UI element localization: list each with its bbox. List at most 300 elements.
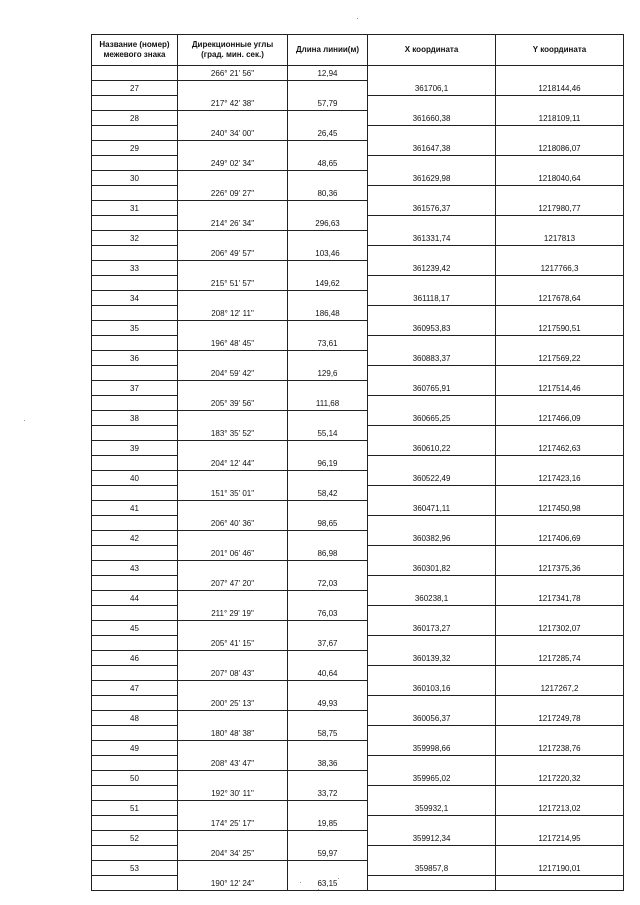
x-coordinate-cell — [368, 306, 496, 321]
line-length-cell: 80,36 — [288, 186, 368, 201]
header-line-length: Длина линии(м) — [288, 35, 368, 66]
direction-angle-cell — [178, 261, 288, 276]
y-coordinate-cell: 1217678,64 — [496, 291, 624, 306]
direction-angle-cell: 196° 48' 45" — [178, 336, 288, 351]
y-coordinate-cell — [496, 786, 624, 801]
point-name-cell — [92, 816, 178, 831]
segment-row — [92, 516, 624, 531]
direction-angle-cell — [178, 711, 288, 726]
point-name-cell: 27 — [92, 81, 178, 96]
x-coordinate-cell — [368, 756, 496, 771]
y-coordinate-cell: 1217466,09 — [496, 411, 624, 426]
x-coordinate-cell: 360665,25 — [368, 411, 496, 426]
segment-row — [92, 606, 624, 621]
direction-angle-cell: 204° 34' 25" — [178, 846, 288, 861]
direction-angle-cell: 249° 02' 34" — [178, 156, 288, 171]
x-coordinate-cell: 361118,17 — [368, 291, 496, 306]
point-name-cell: 52 — [92, 831, 178, 846]
x-coordinate-cell — [368, 126, 496, 141]
y-coordinate-cell — [496, 816, 624, 831]
table-row — [92, 321, 624, 336]
line-length-cell — [288, 201, 368, 216]
line-length-cell: 58,42 — [288, 486, 368, 501]
table-row — [92, 681, 624, 696]
line-length-cell — [288, 591, 368, 606]
direction-angle-cell — [178, 171, 288, 186]
x-coordinate-cell — [368, 546, 496, 561]
y-coordinate-cell: 1217590,51 — [496, 321, 624, 336]
y-coordinate-cell: 1218144,46 — [496, 81, 624, 96]
direction-angle-cell — [178, 291, 288, 306]
direction-angle-cell — [178, 801, 288, 816]
point-name-cell — [92, 96, 178, 111]
table-row — [92, 351, 624, 366]
x-coordinate-cell — [368, 426, 496, 441]
point-name-cell: 32 — [92, 231, 178, 246]
x-coordinate-cell — [368, 576, 496, 591]
segment-row — [92, 246, 624, 261]
line-length-cell: 33,72 — [288, 786, 368, 801]
point-name-cell — [92, 876, 178, 891]
x-coordinate-cell: 359857,8 — [368, 861, 496, 876]
y-coordinate-cell — [496, 426, 624, 441]
direction-angle-cell — [178, 141, 288, 156]
x-coordinate-cell — [368, 516, 496, 531]
table-row — [92, 561, 624, 576]
point-name-cell: 37 — [92, 381, 178, 396]
segment-row — [92, 336, 624, 351]
table-row — [92, 501, 624, 516]
line-length-cell — [288, 261, 368, 276]
line-length-cell: 59,97 — [288, 846, 368, 861]
line-length-cell: 129,6 — [288, 366, 368, 381]
x-coordinate-cell: 360765,91 — [368, 381, 496, 396]
y-coordinate-cell: 1217249,78 — [496, 711, 624, 726]
segment-row — [92, 96, 624, 111]
line-length-cell: 72,03 — [288, 576, 368, 591]
table-row — [92, 531, 624, 546]
direction-angle-cell: 204° 59' 42" — [178, 366, 288, 381]
y-coordinate-cell: 1218109,11 — [496, 111, 624, 126]
x-coordinate-cell: 361331,74 — [368, 231, 496, 246]
point-name-cell — [92, 726, 178, 741]
x-coordinate-cell: 361660,38 — [368, 111, 496, 126]
point-name-cell: 29 — [92, 141, 178, 156]
direction-angle-cell — [178, 321, 288, 336]
y-coordinate-cell: 1217302,07 — [496, 621, 624, 636]
segment-row — [92, 666, 624, 681]
line-length-cell: 149,62 — [288, 276, 368, 291]
y-coordinate-cell — [496, 486, 624, 501]
line-length-cell — [288, 441, 368, 456]
y-coordinate-cell — [496, 516, 624, 531]
direction-angle-cell: 206° 49' 57" — [178, 246, 288, 261]
y-coordinate-cell — [496, 666, 624, 681]
direction-angle-cell: 200° 25' 13" — [178, 696, 288, 711]
y-coordinate-cell — [496, 636, 624, 651]
line-length-cell — [288, 351, 368, 366]
point-name-cell: 50 — [92, 771, 178, 786]
x-coordinate-cell: 359998,66 — [368, 741, 496, 756]
line-length-cell: 37,67 — [288, 636, 368, 651]
x-coordinate-cell: 360610,22 — [368, 441, 496, 456]
table-row — [92, 231, 624, 246]
point-name-cell: 42 — [92, 531, 178, 546]
x-coordinate-cell: 360522,49 — [368, 471, 496, 486]
segment-row — [92, 696, 624, 711]
point-name-cell: 33 — [92, 261, 178, 276]
x-coordinate-cell — [368, 606, 496, 621]
table-row — [92, 291, 624, 306]
scan-speck — [24, 420, 25, 421]
x-coordinate-cell: 360471,11 — [368, 501, 496, 516]
table-header-row — [92, 35, 624, 66]
point-name-cell — [92, 546, 178, 561]
point-name-cell — [92, 336, 178, 351]
point-name-cell: 47 — [92, 681, 178, 696]
line-length-cell: 38,36 — [288, 756, 368, 771]
direction-angle-cell: 207° 47' 20" — [178, 576, 288, 591]
y-coordinate-cell — [496, 546, 624, 561]
line-length-cell: 98,65 — [288, 516, 368, 531]
point-name-cell — [92, 246, 178, 261]
y-coordinate-cell: 1217423,16 — [496, 471, 624, 486]
x-coordinate-cell — [368, 246, 496, 261]
line-length-cell — [288, 681, 368, 696]
point-name-cell — [92, 306, 178, 321]
segment-row — [92, 756, 624, 771]
scan-speck — [318, 889, 319, 890]
x-coordinate-cell: 359912,34 — [368, 831, 496, 846]
x-coordinate-cell: 360953,83 — [368, 321, 496, 336]
line-length-cell: 26,45 — [288, 126, 368, 141]
line-length-cell — [288, 231, 368, 246]
scan-speck — [300, 882, 301, 883]
x-coordinate-cell — [368, 186, 496, 201]
point-name-cell: 46 — [92, 651, 178, 666]
direction-angle-cell — [178, 651, 288, 666]
point-name-cell: 44 — [92, 591, 178, 606]
table-row — [92, 111, 624, 126]
direction-angle-cell: 204° 12' 44" — [178, 456, 288, 471]
line-length-cell — [288, 81, 368, 96]
x-coordinate-cell — [368, 216, 496, 231]
direction-angle-cell — [178, 231, 288, 246]
segment-row — [92, 306, 624, 321]
point-name-cell — [92, 606, 178, 621]
segment-row — [92, 636, 624, 651]
segment-row — [92, 786, 624, 801]
direction-angle-cell: 208° 43' 47" — [178, 756, 288, 771]
table-row — [92, 771, 624, 786]
line-length-cell: 111,68 — [288, 396, 368, 411]
point-name-cell — [92, 516, 178, 531]
direction-angle-cell — [178, 531, 288, 546]
direction-angle-cell — [178, 441, 288, 456]
segment-row — [92, 126, 624, 141]
y-coordinate-cell — [496, 846, 624, 861]
direction-angle-cell — [178, 411, 288, 426]
x-coordinate-cell: 361239,42 — [368, 261, 496, 276]
x-coordinate-cell — [368, 786, 496, 801]
x-coordinate-cell — [368, 156, 496, 171]
y-coordinate-cell: 1217341,78 — [496, 591, 624, 606]
point-name-cell: 48 — [92, 711, 178, 726]
line-length-cell: 40,64 — [288, 666, 368, 681]
y-coordinate-cell: 1217190,01 — [496, 861, 624, 876]
table-row — [92, 831, 624, 846]
direction-angle-cell — [178, 501, 288, 516]
segment-row — [92, 546, 624, 561]
line-length-cell — [288, 861, 368, 876]
y-coordinate-cell: 1217569,22 — [496, 351, 624, 366]
line-length-cell: 63,15 — [288, 876, 368, 891]
point-name-cell — [92, 696, 178, 711]
y-coordinate-cell — [496, 726, 624, 741]
y-coordinate-cell: 1217406,69 — [496, 531, 624, 546]
point-name-cell — [92, 216, 178, 231]
y-coordinate-cell: 1217462,63 — [496, 441, 624, 456]
segment-row — [92, 366, 624, 381]
table-row — [92, 261, 624, 276]
segment-row — [92, 186, 624, 201]
point-name-cell — [92, 426, 178, 441]
direction-angle-cell: 190° 12' 24" — [178, 876, 288, 891]
x-coordinate-cell — [368, 666, 496, 681]
direction-angle-cell — [178, 681, 288, 696]
segment-row — [92, 486, 624, 501]
table-row — [92, 711, 624, 726]
point-name-cell — [92, 276, 178, 291]
line-length-cell — [288, 651, 368, 666]
y-coordinate-cell — [496, 96, 624, 111]
y-coordinate-cell — [496, 216, 624, 231]
x-coordinate-cell — [368, 876, 496, 891]
y-coordinate-cell: 1217238,76 — [496, 741, 624, 756]
line-length-cell — [288, 321, 368, 336]
line-length-cell: 86,98 — [288, 546, 368, 561]
line-length-cell: 12,94 — [288, 66, 368, 81]
y-coordinate-cell — [496, 456, 624, 471]
x-coordinate-cell — [368, 366, 496, 381]
y-coordinate-cell: 1217766,3 — [496, 261, 624, 276]
y-coordinate-cell — [496, 276, 624, 291]
y-coordinate-cell — [496, 246, 624, 261]
line-length-cell — [288, 381, 368, 396]
direction-angle-cell: 205° 39' 56" — [178, 396, 288, 411]
segment-row — [92, 846, 624, 861]
x-coordinate-cell — [368, 726, 496, 741]
point-name-cell: 43 — [92, 561, 178, 576]
x-coordinate-cell: 360103,16 — [368, 681, 496, 696]
line-length-cell — [288, 411, 368, 426]
direction-angle-cell: 183° 35' 52" — [178, 426, 288, 441]
point-name-cell: 35 — [92, 321, 178, 336]
segment-row — [92, 66, 624, 81]
direction-angle-cell: 217° 42' 38" — [178, 96, 288, 111]
segment-row — [92, 276, 624, 291]
point-name-cell — [92, 666, 178, 681]
segment-row — [92, 426, 624, 441]
line-length-cell — [288, 711, 368, 726]
point-name-cell — [92, 396, 178, 411]
y-coordinate-cell: 1217214,95 — [496, 831, 624, 846]
line-length-cell — [288, 741, 368, 756]
point-name-cell: 40 — [92, 471, 178, 486]
x-coordinate-cell: 360238,1 — [368, 591, 496, 606]
direction-angle-cell — [178, 771, 288, 786]
y-coordinate-cell — [496, 66, 624, 81]
point-name-cell: 49 — [92, 741, 178, 756]
y-coordinate-cell: 1217213,02 — [496, 801, 624, 816]
direction-angle-cell — [178, 591, 288, 606]
point-name-cell — [92, 846, 178, 861]
x-coordinate-cell — [368, 846, 496, 861]
point-name-cell: 36 — [92, 351, 178, 366]
point-name-cell: 38 — [92, 411, 178, 426]
line-length-cell: 48,65 — [288, 156, 368, 171]
y-coordinate-cell: 1218040,64 — [496, 171, 624, 186]
point-name-cell — [92, 366, 178, 381]
line-length-cell — [288, 141, 368, 156]
point-name-cell: 28 — [92, 111, 178, 126]
line-length-cell — [288, 291, 368, 306]
direction-angle-cell — [178, 381, 288, 396]
header-y-coordinate: Y координата — [496, 35, 624, 66]
direction-angle-cell: 240° 34' 00" — [178, 126, 288, 141]
y-coordinate-cell — [496, 876, 624, 891]
y-coordinate-cell — [496, 336, 624, 351]
line-length-cell: 296,63 — [288, 216, 368, 231]
y-coordinate-cell — [496, 366, 624, 381]
table-row — [92, 591, 624, 606]
table-row — [92, 471, 624, 486]
line-length-cell: 96,19 — [288, 456, 368, 471]
direction-angle-cell: 174° 25' 17" — [178, 816, 288, 831]
direction-angle-cell — [178, 831, 288, 846]
x-coordinate-cell — [368, 636, 496, 651]
direction-angle-cell: 214° 26' 34" — [178, 216, 288, 231]
x-coordinate-cell — [368, 696, 496, 711]
line-length-cell: 49,93 — [288, 696, 368, 711]
y-coordinate-cell — [496, 696, 624, 711]
x-coordinate-cell — [368, 456, 496, 471]
direction-angle-cell — [178, 861, 288, 876]
point-name-cell: 31 — [92, 201, 178, 216]
table-row — [92, 171, 624, 186]
scan-speck — [338, 878, 339, 879]
x-coordinate-cell: 361706,1 — [368, 81, 496, 96]
table-row — [92, 81, 624, 96]
line-length-cell: 19,85 — [288, 816, 368, 831]
point-name-cell — [92, 486, 178, 501]
direction-angle-cell: 215° 51' 57" — [178, 276, 288, 291]
y-coordinate-cell: 1217514,46 — [496, 381, 624, 396]
direction-angle-cell: 201° 06' 46" — [178, 546, 288, 561]
x-coordinate-cell: 360301,82 — [368, 561, 496, 576]
y-coordinate-cell — [496, 756, 624, 771]
line-length-cell — [288, 801, 368, 816]
point-name-cell: 34 — [92, 291, 178, 306]
direction-angle-cell: 266° 21' 56" — [178, 66, 288, 81]
direction-angle-cell — [178, 111, 288, 126]
line-length-cell: 73,61 — [288, 336, 368, 351]
table-row — [92, 381, 624, 396]
direction-angle-cell — [178, 621, 288, 636]
line-length-cell — [288, 831, 368, 846]
x-coordinate-cell: 359932,1 — [368, 801, 496, 816]
line-length-cell — [288, 171, 368, 186]
direction-angle-cell: 207° 08' 43" — [178, 666, 288, 681]
segment-row — [92, 816, 624, 831]
table-row — [92, 741, 624, 756]
table-row — [92, 141, 624, 156]
table-row — [92, 621, 624, 636]
boundary-coordinates-table — [91, 34, 624, 891]
point-name-cell — [92, 456, 178, 471]
direction-angle-cell — [178, 471, 288, 486]
point-name-cell — [92, 186, 178, 201]
table-row — [92, 201, 624, 216]
direction-angle-cell: 211° 29' 19" — [178, 606, 288, 621]
y-coordinate-cell — [496, 156, 624, 171]
line-length-cell: 58,75 — [288, 726, 368, 741]
x-coordinate-cell — [368, 276, 496, 291]
line-length-cell — [288, 531, 368, 546]
y-coordinate-cell — [496, 396, 624, 411]
point-name-cell — [92, 66, 178, 81]
segment-row — [92, 216, 624, 231]
direction-angle-cell: 151° 35' 01" — [178, 486, 288, 501]
line-length-cell — [288, 501, 368, 516]
line-length-cell — [288, 621, 368, 636]
x-coordinate-cell: 360883,37 — [368, 351, 496, 366]
point-name-cell — [92, 576, 178, 591]
direction-angle-cell: 180° 48' 38" — [178, 726, 288, 741]
segment-row — [92, 726, 624, 741]
header-x-coordinate: X координата — [368, 35, 496, 66]
line-length-cell: 103,46 — [288, 246, 368, 261]
line-length-cell: 186,48 — [288, 306, 368, 321]
header-direction-angle: Дирекционные углы (град. мин. сек.) — [178, 35, 288, 66]
line-length-cell: 55,14 — [288, 426, 368, 441]
x-coordinate-cell: 360056,37 — [368, 711, 496, 726]
x-coordinate-cell — [368, 816, 496, 831]
point-name-cell — [92, 756, 178, 771]
segment-row — [92, 576, 624, 591]
x-coordinate-cell: 360139,32 — [368, 651, 496, 666]
direction-angle-cell — [178, 81, 288, 96]
x-coordinate-cell — [368, 96, 496, 111]
scan-speck — [357, 18, 358, 19]
direction-angle-cell — [178, 741, 288, 756]
x-coordinate-cell: 361629,98 — [368, 171, 496, 186]
point-name-cell: 53 — [92, 861, 178, 876]
x-coordinate-cell — [368, 66, 496, 81]
point-name-cell: 39 — [92, 441, 178, 456]
segment-row — [92, 396, 624, 411]
line-length-cell: 57,79 — [288, 96, 368, 111]
line-length-cell — [288, 561, 368, 576]
y-coordinate-cell: 1217375,36 — [496, 561, 624, 576]
y-coordinate-cell — [496, 186, 624, 201]
x-coordinate-cell: 361647,38 — [368, 141, 496, 156]
point-name-cell: 45 — [92, 621, 178, 636]
line-length-cell — [288, 771, 368, 786]
x-coordinate-cell: 361576,37 — [368, 201, 496, 216]
table-row — [92, 411, 624, 426]
point-name-cell — [92, 156, 178, 171]
